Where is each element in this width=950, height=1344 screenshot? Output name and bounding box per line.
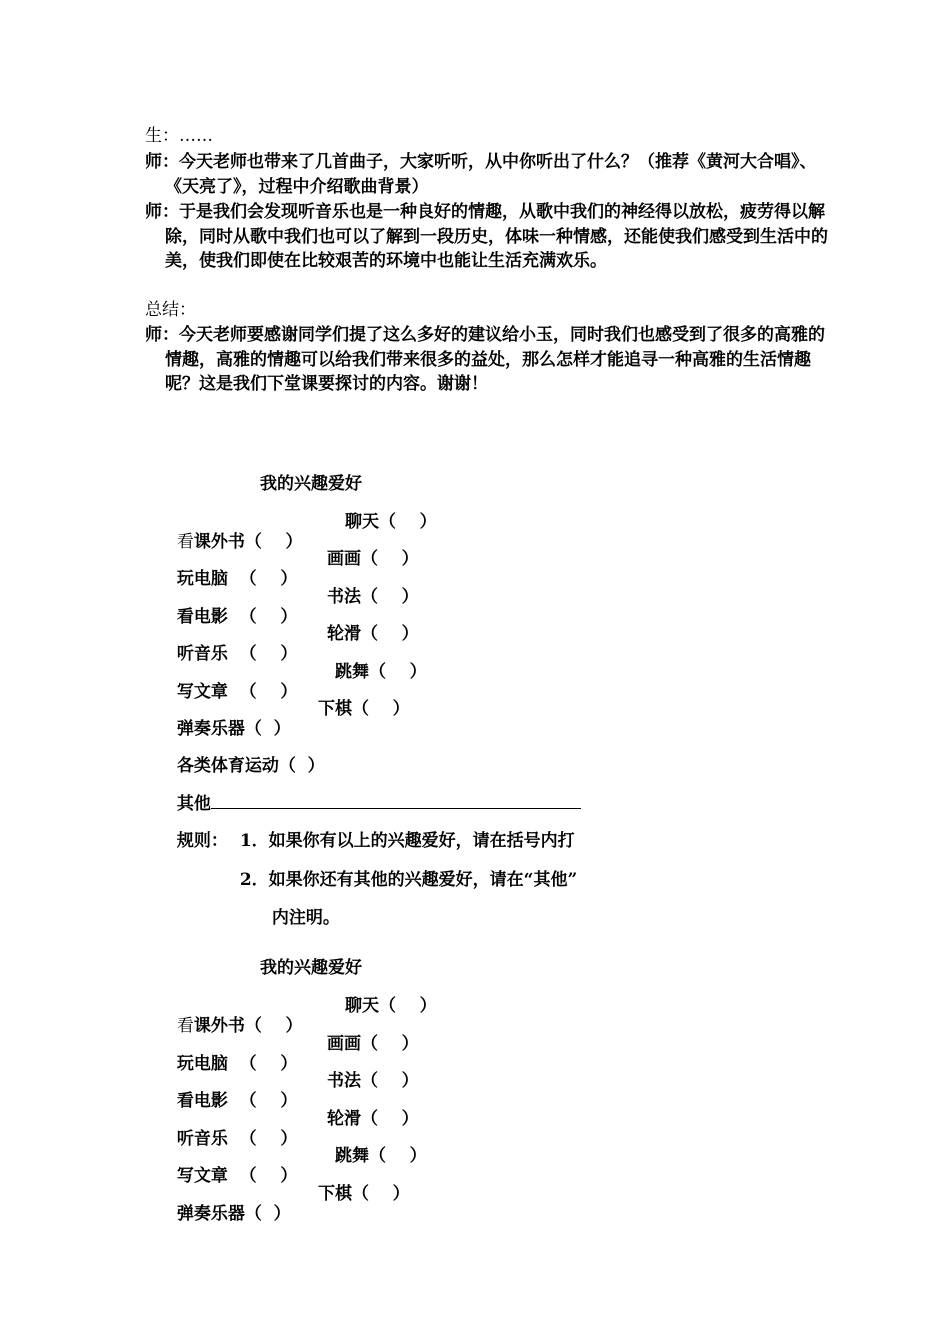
row-right-item: 书法（ ） [327, 587, 419, 607]
dialogue-line-teacher-2 [145, 200, 835, 274]
row-prefix: 看 [176, 1016, 194, 1036]
row-right-item: 下棋（ ） [318, 699, 410, 719]
row-left-item: 看电影 （ ） [176, 1091, 298, 1111]
row-right-item: 轮滑（ ） [327, 624, 419, 644]
row-right-item: 轮滑（ ） [327, 1109, 419, 1129]
row-left-item: 写文章 （ ） [176, 1166, 298, 1186]
row-right-item: 跳舞（ ） [335, 1146, 427, 1166]
row-left-item: 弹奏乐器（ ） [176, 1204, 291, 1224]
other-label: 其他 [176, 794, 211, 814]
row-right-item: 画画（ ） [327, 549, 419, 569]
rule-2-cont-text: 内注明。 [271, 908, 340, 928]
rule-1-text: 1．如果你有以上的兴趣爱好，请在括号内打 [239, 831, 575, 851]
row-left-item: 玩电脑 （ ） [176, 569, 298, 589]
form2-row [165, 1179, 410, 1244]
row-left-item: 写文章 （ ） [176, 682, 298, 702]
row-left-item: 弹奏乐器（ ） [176, 719, 291, 739]
dialogue-line-teacher-3 [145, 323, 835, 397]
dialogue-text: 总结： [145, 300, 196, 320]
dialogue-line-teacher-1 [145, 150, 835, 199]
row-left-item: 玩电脑 （ ） [176, 1054, 298, 1074]
row-right-item: 聊天（ ） [345, 512, 437, 532]
form1-title: 我的兴趣爱好 [260, 474, 362, 494]
row-left-item: 看电影 （ ） [176, 607, 298, 627]
row-right-item: 下棋（ ） [318, 1184, 410, 1204]
rule-2-text: 2．如果你还有其他的兴趣爱好，请在“其他” [239, 870, 578, 890]
rules-label: 规则： [176, 831, 228, 851]
row-prefix: 看 [176, 532, 194, 552]
row-left-item: 课外书（ ） [193, 532, 303, 552]
dialogue-text: 师：于是我们会发现听音乐也是一种良好的情趣，从歌中我们的神经得以放松，疲劳得以解除，同时从歌中我们也可以了解到一段历史，体味一种情感，还能使我们感受到生活中的美，使我们即使在比较艰苦的环境中也能让生活充满欢乐。 [145, 202, 828, 271]
rules-line-1 [165, 806, 228, 851]
row-right-item: 书法（ ） [327, 1071, 419, 1091]
rule-2-continued [260, 883, 340, 928]
row-left-item: 课外书（ ） [193, 1016, 303, 1036]
row-left-item: 听音乐 （ ） [176, 644, 298, 664]
sports-item: 各类体育运动（ ） [176, 756, 325, 776]
dialogue-line-student [145, 124, 815, 149]
dialogue-text: 师：今天老师也带来了几首曲子，大家听听，从中你听出了什么？（推荐《黄河大合唱》、《天亮了》，过程中介绍歌曲背景） [145, 152, 817, 197]
row-right-item: 画画（ ） [327, 1034, 419, 1054]
dialogue-text: 师：今天老师要感谢同学们提了这么多好的建议给小玉，同时我们也感受到了很多的高雅的情趣，高雅的情趣可以给我们带来很多的益处，那么怎样才能追寻一种高雅的生活情趣呢？这是我们下堂课要探讨的内容。谢谢！ [145, 325, 825, 394]
row-right-item: 聊天（ ） [345, 996, 437, 1016]
row-left-item: 听音乐 （ ） [176, 1129, 298, 1149]
summary-label [145, 298, 815, 323]
row-right-item: 跳舞（ ） [335, 662, 427, 682]
form2-title: 我的兴趣爱好 [260, 958, 362, 978]
dialogue-text: 生：…… [145, 126, 213, 146]
